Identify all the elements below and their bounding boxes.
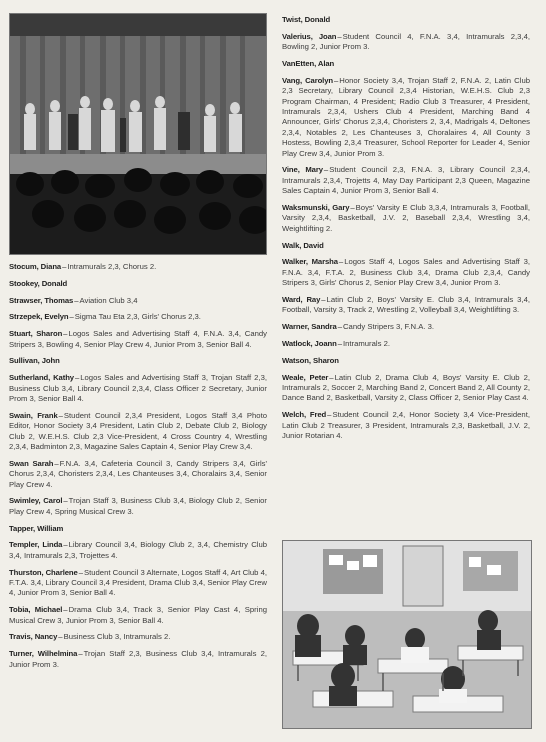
student-name: Swimley, Carol (9, 496, 63, 506)
senior-entry (9, 312, 267, 322)
student-activities: Library Council 3,4, Biology Club 2, 3,4, Chemistry Club 3,4, Intramurals 2,3, Trojettes 4. (9, 540, 268, 560)
student-name: Swain, Frank (9, 410, 58, 420)
senior-entry (9, 524, 267, 534)
student-name: Watlock, Joann (282, 339, 337, 349)
senior-list-left-column (9, 262, 267, 676)
senior-entry (9, 496, 267, 517)
student-activities: Trojan Staff 3, Business Club 3,4, Biology Club 2, Senior Play Crew 4, Spring Musical Crew 3. (9, 496, 267, 516)
name-separator: – (329, 372, 334, 382)
student-activities: Latin Club 2, Drama Club 4, Boys' Varsity E. Club 2, Intramurals 2, Soccer 2, Marching Band 2, Concert Band 2, All County 2, Dance Band 2, Basketball, Varsity 2, Class Officer 2, Senior Play Cast 4. (282, 372, 530, 403)
senior-entry (9, 373, 267, 404)
name-separator: – (63, 540, 68, 550)
name-separator: – (62, 262, 67, 271)
student-name: Sullivan, John (9, 356, 60, 366)
senior-entry (282, 322, 530, 332)
student-activities: Aviation Club 3,4 (79, 295, 138, 305)
name-separator: – (78, 567, 83, 577)
student-name: Ward, Ray (282, 295, 321, 305)
student-activities: Business Club 3, Intramurals 2. (63, 632, 171, 642)
senior-entry (9, 329, 267, 350)
student-name: Tapper, William (9, 523, 64, 533)
student-name: Thurston, Charlene (9, 567, 78, 577)
student-name: VanEtten, Alan (282, 59, 335, 68)
student-activities: Student Council 2,3, F.N.A. 3, Library Council 2,3,4, Intramurals 2,3,4, Trojetts 4, May Day Participant 2,3 Queen, Magazine Sales Captain 4, Junior Prom 3, Senior Ball 4. (282, 165, 530, 196)
student-activities: Trojan Staff 2,3, Business Club 3,4, Intramurals 2, Junior Prom 3. (9, 649, 267, 669)
name-separator: – (58, 410, 63, 420)
student-activities: F.N.A. 3,4, Cafeteria Council 3, Candy Stripers 3,4, Girls' Chorus 2,3,4, Choristers 2,3,4, Les Chanteuses 3,4, Choralairs 3,4, Senior Play Crew 4. (9, 458, 267, 489)
senior-entry (282, 32, 530, 53)
senior-entry (9, 649, 267, 670)
student-name: Travis, Nancy (9, 632, 58, 642)
classroom-image (283, 541, 531, 728)
name-separator: – (338, 257, 344, 267)
name-separator: – (63, 329, 68, 339)
name-separator: – (337, 322, 342, 332)
senior-entry (9, 411, 267, 453)
name-separator: – (74, 373, 80, 383)
student-name: Turner, Wilhelmina (9, 649, 78, 659)
student-name: Strawser, Thomas (9, 295, 74, 305)
senior-entry (9, 279, 267, 289)
senior-entry (282, 410, 530, 441)
student-activities: Intramurals 2. (342, 339, 390, 349)
student-name: Swan Sarah (9, 458, 54, 468)
senior-entry (282, 373, 530, 404)
student-name: Welch, Fred (282, 410, 327, 420)
student-name: Strzepek, Evelyn (9, 312, 69, 322)
senior-entry (9, 356, 267, 366)
name-separator: – (334, 75, 339, 85)
student-name: Sutherland, Kathy (9, 373, 74, 383)
student-name: Twist, Donald (282, 15, 331, 24)
senior-entry (9, 605, 267, 626)
name-separator: – (63, 496, 68, 506)
student-activities: Latin Club 2, Boys' Varsity E. Club 3,4, Intramurals 3,4, Football, Varsity 3, Track 2, Wrestling 2, Volleyball 3,4, Weightlifting 3. (282, 295, 530, 315)
name-separator: – (54, 458, 59, 468)
senior-entry (282, 203, 530, 234)
student-name: Vang, Carolyn (282, 75, 333, 85)
senior-entry (282, 257, 530, 288)
senior-entry (282, 165, 530, 196)
senior-entry (282, 76, 530, 159)
student-activities: Logos Sales and Advertising Staff 4, F.N.A. 3,4, Candy Stripers 3, Bowling 4, Senior Play Crew 4, Junior Prom 3, Senior Ball 4. (9, 329, 267, 349)
senior-entry (9, 296, 267, 306)
student-activities: Student Council 4, F.N.A. 3,4, Intramurals 2,3,4, Bowling 2, Junior Prom 3. (282, 31, 530, 52)
senior-entry (282, 15, 530, 25)
student-name: Walker, Marsha (282, 257, 338, 267)
student-activities: Student Council 2,3,4 President, Logos Staff 3,4 Photo Editor, Honor Society 3,4 President, Latin Club 2, Debate Club 2, Biology Club 2, W.E.H.S. Club 2,3 Vice-President, 4 Cross Country 4, Wrestling 2,3,4, Badminton 2,3, Magazine Sales Captain 4, Senior Play Crew 3,4. (9, 410, 267, 452)
senior-entry (282, 295, 530, 316)
student-name: Tobia, Michael (9, 605, 63, 615)
student-name: Waksmunski, Gary (282, 203, 350, 213)
student-name: Weale, Peter (282, 372, 329, 382)
student-activities: Logos Staff 4, Logos Sales and Advertising Staff 3, F.N.A. 3,4, F.T.A. 2, Business Club 3,4, Drama Club 2,3,4, Candy Stripers 3, Girls' Chorus 2, Senior Play Crew 3,4, Junior Prom 3. (282, 257, 530, 288)
photo-classroom (282, 540, 532, 729)
student-name: Walk, David (282, 240, 324, 250)
name-separator: – (350, 203, 355, 213)
student-name: Valerius, Joan (282, 31, 337, 41)
student-activities: Boys' Varsity E Club 3,3,4, Intramurals 3, Football, Varsity 2,3,4, Basketball, J.V. 2, Baseball 2,3,4, Wrestling 3,4, Weightlifting 2. (282, 203, 530, 233)
senior-entry (9, 568, 267, 599)
senior-entry (9, 459, 267, 490)
senior-entry (282, 356, 530, 366)
name-separator: – (63, 605, 68, 615)
stage-performance-image (10, 14, 266, 254)
student-activities: Student Council 3 Alternate, Logos Staff 4, Art Club 4, F.T.A. 3,4, Library Council 3,4 President, Drama Club 3,4, Senior Play Crew 4, Junior Prom 3, Senior Ball 4. (9, 567, 267, 598)
student-name: Watson, Sharon (282, 355, 339, 365)
name-separator: – (327, 410, 332, 420)
student-activities: Intramurals 2,3, Chorus 2. (67, 262, 157, 271)
senior-entry (282, 241, 530, 251)
name-separator: – (78, 649, 83, 659)
senior-entry (9, 262, 267, 272)
student-activities: Sigma Tau Eta 2,3, Girls' Chorus 2,3. (74, 312, 201, 322)
student-name: Stookey, Donald (9, 278, 68, 288)
name-separator: – (58, 632, 63, 642)
student-name: Templer, Linda (9, 540, 63, 550)
student-name: Stocum, Diana (9, 262, 62, 271)
student-activities: Honor Society 3,4, Trojan Staff 2, F.N.A. 2, Latin Club 2,3 Secretary, Library Council 2,3,4 Historian, W.E.H.S. Club 2,3 Program Chairman, 4 President; Radio Club 3 Treasurer, 4 President, Intramurals 2,3,4, Ushers Club 4 President, Marching Band 4 Announcer, Girls' Chorus 2,3,4, Choristers 2, 3,4, Madrigals 4, Deltones 2,3,4, Notables 2, Les Chanteuses 3, Choralaires 4, All County 3 Hostess, Bowling 2,3,4 Treasurer, School Reporter for Leader 4, Senior Play Crew 3,4, Junior Prom 3. (282, 75, 530, 158)
student-activities: Student Council 2,4, Honor Society 3,4 Vice-President, Latin Club 2 Treasurer, 3 President, Intramurals 2,3, Basketball, J.V. 2, Junior Rotarian 4. (282, 410, 530, 441)
student-name: Vine, Mary (282, 165, 323, 175)
senior-entry (9, 540, 267, 561)
senior-entry (282, 339, 530, 349)
name-separator: – (337, 339, 342, 349)
name-separator: – (321, 295, 326, 305)
student-activities: Candy Stripers 3, F.N.A. 3. (343, 322, 435, 332)
student-activities: Drama Club 3,4, Track 3, Senior Play Cast 4, Spring Musical Crew 3, Junior Prom 3, Senior Ball 4. (9, 605, 267, 625)
senior-list-right-column (282, 15, 530, 448)
photo-stage-performance (9, 13, 267, 255)
senior-entry (282, 59, 530, 69)
name-separator: – (74, 295, 79, 305)
name-separator: – (323, 165, 329, 175)
senior-entry (9, 632, 267, 642)
name-separator: – (69, 312, 74, 322)
student-activities: Logos Sales and Advertising Staff 3, Trojan Staff 2,3, Business Club 3,4, Library Council 2,3,4, Class Officer 2 Secretary, Junior Prom 3, Senior Ball 4. (9, 373, 267, 403)
name-separator: – (337, 31, 342, 41)
student-name: Stuart, Sharon (9, 329, 63, 339)
student-name: Warner, Sandra (282, 322, 337, 332)
